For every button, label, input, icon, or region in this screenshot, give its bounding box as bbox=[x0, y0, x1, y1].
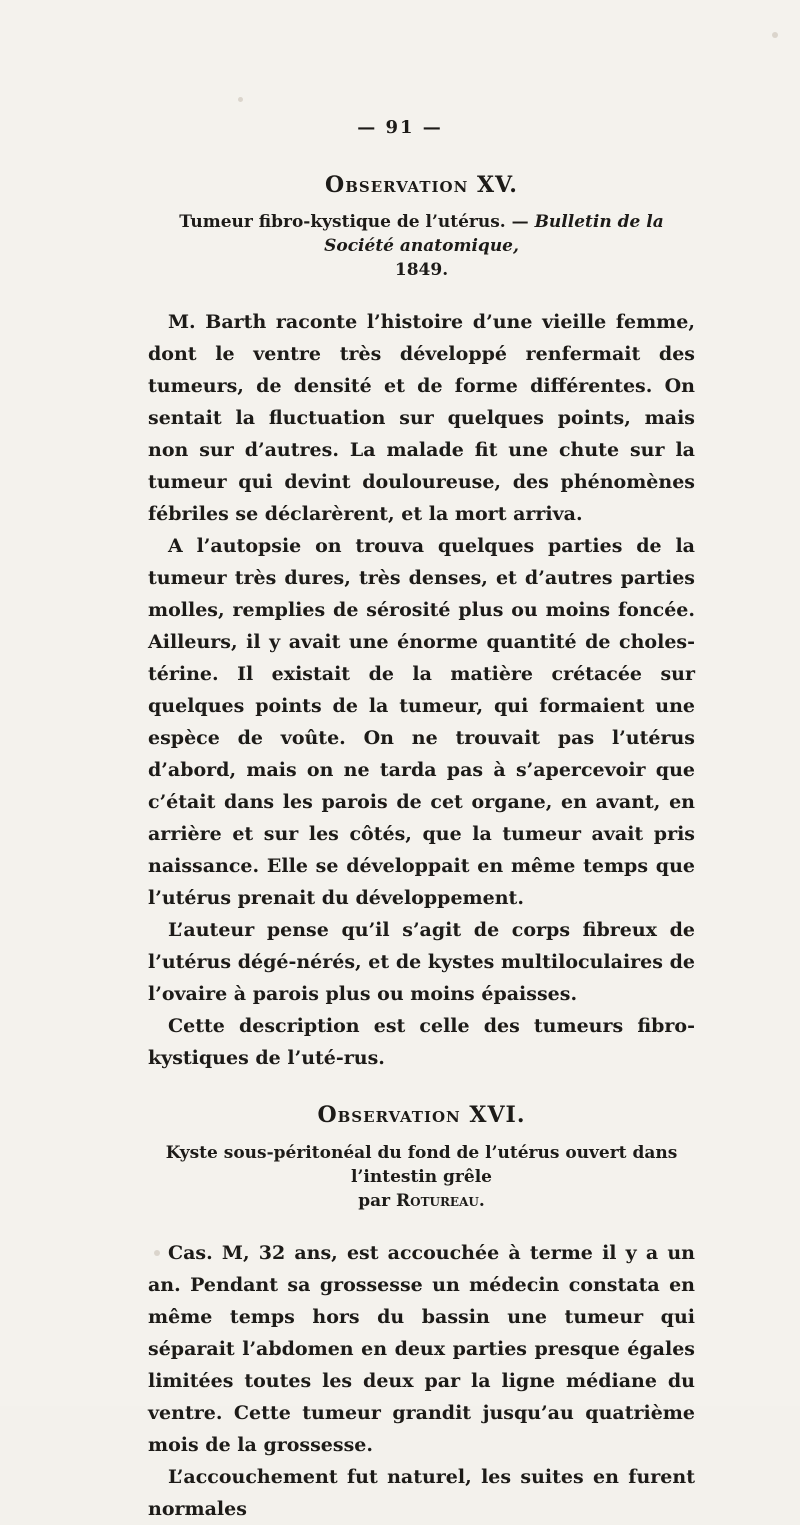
paragraph: A l’autopsie on trouva quelques parties de la tumeur très dures, très denses, et d’autres parties molles, remplies de sérosité plus ou moins foncée. Ailleurs, il y avait une énorme quantité de choles-térine. Il existait de la matière crétacée sur quelques points de la tumeur, qui formaient une espèce de voûte. On ne trouvait pas l’utérus d’abord, mais on ne tarda pas à s’apercevoir que c’était dans les parois de cet organe, en avant, en arrière et sur les côtés, que la tumeur avait pris naissance. Elle se développait en même temps que l’utérus prenait du développement. bbox=[148, 535, 695, 910]
subtitle-prefix: par bbox=[358, 1190, 391, 1211]
subtitle-line-1: Kyste sous-péritonéal du fond de l’utérus ouvert dans l’intestin grêle bbox=[165, 1142, 678, 1187]
subtitle-year: 1849. bbox=[394, 260, 449, 281]
page-content bbox=[148, 172, 695, 1525]
paragraph: M. Barth raconte l’histoire d’une vieille femme, dont le ventre très développé renfermait des tumeurs, de densité et de forme différentes. On sentait la fluctuation sur quelques points, mais non sur d’autres. La malade fit une chute sur la tumeur qui devint douloureuse, des phénomènes fébriles se déclarèrent, et la mort arriva. bbox=[148, 311, 695, 526]
paper-speck bbox=[238, 97, 243, 102]
paper-speck bbox=[772, 32, 778, 38]
page-number: — 91 — bbox=[357, 117, 443, 138]
paragraph: Cette description est celle des tumeurs fibro-kystiques de l’uté-rus. bbox=[148, 1015, 695, 1070]
subtitle-source: Bulletin de la Société anatomique, bbox=[324, 212, 664, 257]
subtitle-text: Tumeur fibro-kystique de l’utérus. — bbox=[179, 212, 529, 233]
observation-title: Observation XVI. bbox=[317, 1102, 526, 1129]
paragraph: Cas. M, 32 ans, est accouchée à terme il y a un an. Pendant sa grossesse un médecin constata en même temps hors du bassin une tumeur qui séparait l’abdomen en deux parties presque égales limitées toutes les deux par la ligne médiane du ventre. Cette tumeur grandit jusqu’au quatrième mois de la grossesse. bbox=[148, 1241, 695, 1456]
paragraph: L’auteur pense qu’il s’agit de corps fibreux de l’utérus dégé-nérés, et de kystes multiloculaires de l’ovaire à parois plus ou moins épaisses. bbox=[148, 919, 695, 1006]
paragraph: L’accouchement fut naturel, les suites en furent normales bbox=[148, 1465, 695, 1520]
observation-xvi bbox=[148, 1102, 695, 1524]
observation-subtitle bbox=[148, 210, 695, 282]
observation-xv bbox=[148, 172, 695, 1074]
subtitle-author: Rotureau. bbox=[395, 1190, 485, 1211]
observation-title: Observation XV. bbox=[325, 172, 518, 198]
observation-subtitle bbox=[148, 1141, 695, 1213]
